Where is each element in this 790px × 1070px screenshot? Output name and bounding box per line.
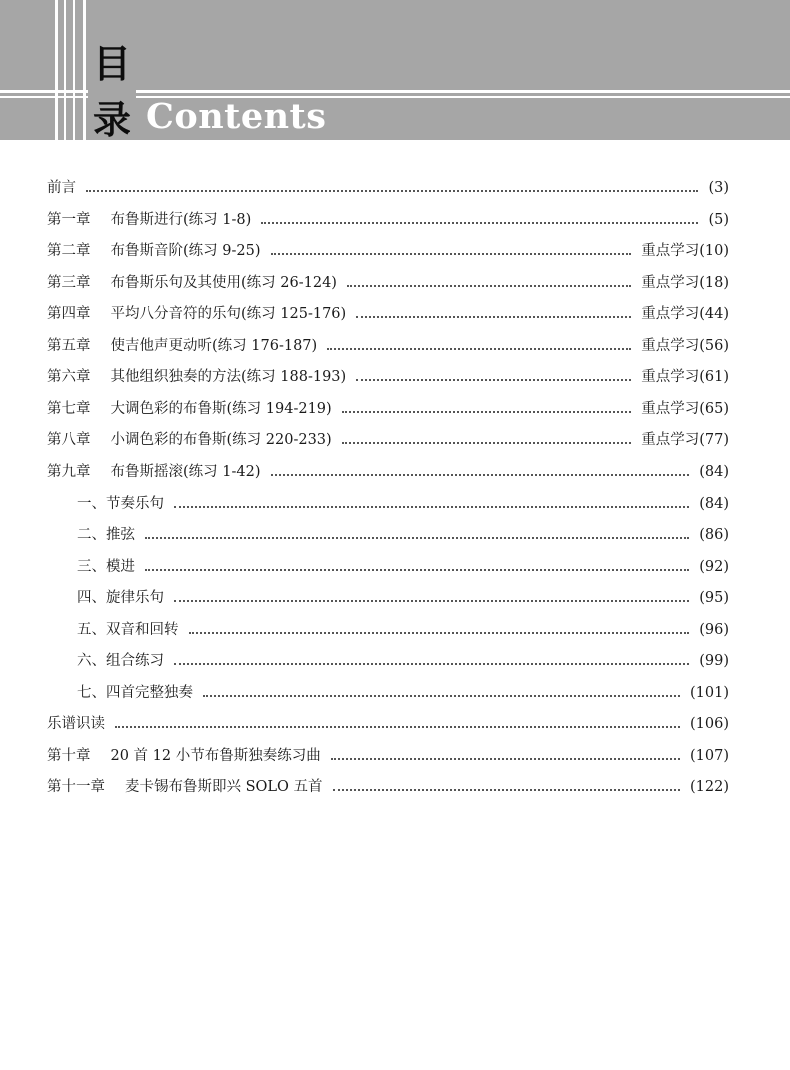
title-cn-bottom: 录 <box>92 98 131 142</box>
header-rule <box>73 0 75 140</box>
toc-leader <box>342 442 632 444</box>
header-banner <box>0 0 790 140</box>
toc-leader <box>261 222 698 224</box>
toc-entry <box>0 490 790 518</box>
toc-leader <box>86 190 698 192</box>
toc-leader <box>333 789 680 791</box>
toc-page: 重点学习(65) <box>641 400 729 417</box>
toc-entry <box>0 679 790 707</box>
toc-entry <box>0 647 790 675</box>
toc-page: (92) <box>699 558 729 575</box>
toc-entry <box>0 332 790 360</box>
toc-leader <box>145 569 689 571</box>
toc-entry <box>0 174 790 202</box>
toc-leader <box>347 285 631 287</box>
toc-title: 平均八分音符的乐句(练习 125-176) <box>110 306 347 323</box>
toc-title: 大调色彩的布鲁斯(练习 194-219) <box>110 400 332 417</box>
toc-leader <box>356 316 631 318</box>
toc-page: (101) <box>690 684 729 701</box>
toc-chapter: 一、节奏乐句 <box>77 495 164 512</box>
toc-page: 重点学习(18) <box>641 274 729 291</box>
toc-entry <box>0 206 790 234</box>
toc-entry <box>0 237 790 265</box>
toc-entry <box>0 584 790 612</box>
toc-chapter: 七、四首完整独奏 <box>77 684 193 701</box>
toc-chapter: 第三章 <box>47 274 91 291</box>
toc-chapter: 前言 <box>47 180 76 196</box>
toc-chapter: 五、双音和回转 <box>77 621 179 638</box>
toc-entry <box>0 773 790 801</box>
toc-page: 重点学习(61) <box>641 369 729 386</box>
toc-page: 重点学习(10) <box>641 243 729 260</box>
toc-chapter: 第十章 <box>47 747 91 764</box>
toc-chapter: 第七章 <box>47 400 91 417</box>
toc-entry <box>0 300 790 328</box>
toc-page: (86) <box>699 527 729 544</box>
toc-title: 麦卡锡布鲁斯即兴 SOLO 五首 <box>125 779 323 796</box>
toc-page: 重点学习(56) <box>641 337 729 354</box>
toc-chapter: 三、模进 <box>77 558 135 575</box>
toc-chapter: 第一章 <box>47 211 91 228</box>
toc-leader <box>331 758 680 760</box>
toc-chapter: 第五章 <box>47 337 91 354</box>
toc-chapter: 第十一章 <box>47 779 105 796</box>
toc-entry <box>0 269 790 297</box>
toc-entry <box>0 710 790 738</box>
toc-chapter: 乐谱识读 <box>47 716 105 733</box>
toc-page: 重点学习(44) <box>641 306 729 323</box>
toc-entry <box>0 458 790 486</box>
toc-leader <box>115 726 680 728</box>
toc-leader <box>174 663 689 665</box>
toc-page: (122) <box>690 779 729 796</box>
toc-leader <box>271 253 632 255</box>
toc-chapter: 第六章 <box>47 369 91 386</box>
header-rule <box>55 0 58 140</box>
toc-chapter: 六、组合练习 <box>77 653 164 670</box>
toc-chapter: 第八章 <box>47 432 91 449</box>
toc-page: (99) <box>699 653 729 670</box>
toc-leader <box>342 411 632 413</box>
toc-page: (96) <box>699 621 729 638</box>
title-cn-top: 目 <box>92 42 131 86</box>
toc-chapter: 第四章 <box>47 306 91 323</box>
toc-leader <box>203 695 680 697</box>
toc-leader <box>271 474 690 476</box>
toc-entry <box>0 395 790 423</box>
toc-title: 布鲁斯乐句及其使用(练习 26-124) <box>110 274 337 291</box>
toc-page: (106) <box>690 716 729 733</box>
toc-title: 20 首 12 小节布鲁斯独奏练习曲 <box>110 747 321 764</box>
toc-leader <box>174 506 689 508</box>
toc-chapter: 第二章 <box>47 243 91 260</box>
toc-entry <box>0 616 790 644</box>
toc-leader <box>145 537 689 539</box>
toc-leader <box>174 600 689 602</box>
toc-page: (107) <box>690 747 729 764</box>
toc-title: 布鲁斯摇滚(练习 1-42) <box>110 463 261 480</box>
header-rule <box>64 0 66 140</box>
toc-page: (5) <box>708 211 729 228</box>
toc-entry <box>0 363 790 391</box>
toc-leader <box>356 379 631 381</box>
toc-leader <box>327 348 631 350</box>
toc-title: 使吉他声更动听(练习 176-187) <box>110 337 318 354</box>
toc-entry <box>0 742 790 770</box>
toc-page: (84) <box>699 463 729 480</box>
toc-page: (95) <box>699 590 729 607</box>
header-rule <box>83 0 86 140</box>
toc-chapter: 第九章 <box>47 463 91 480</box>
toc-entry <box>0 521 790 549</box>
toc-title: 布鲁斯音阶(练习 9-25) <box>110 243 261 260</box>
toc-page: (84) <box>699 495 729 512</box>
title-en: Contents <box>146 96 327 137</box>
toc-page: (3) <box>708 180 729 196</box>
toc-entry <box>0 553 790 581</box>
toc-chapter: 四、旋律乐句 <box>77 590 164 607</box>
toc-page: 重点学习(77) <box>641 432 729 449</box>
toc-title: 布鲁斯进行(练习 1-8) <box>110 211 252 228</box>
toc-leader <box>189 632 690 634</box>
toc-chapter: 二、推弦 <box>77 527 135 544</box>
toc-entry <box>0 426 790 454</box>
toc-title: 小调色彩的布鲁斯(练习 220-233) <box>110 432 332 449</box>
toc-title: 其他组织独奏的方法(练习 188-193) <box>110 369 347 386</box>
